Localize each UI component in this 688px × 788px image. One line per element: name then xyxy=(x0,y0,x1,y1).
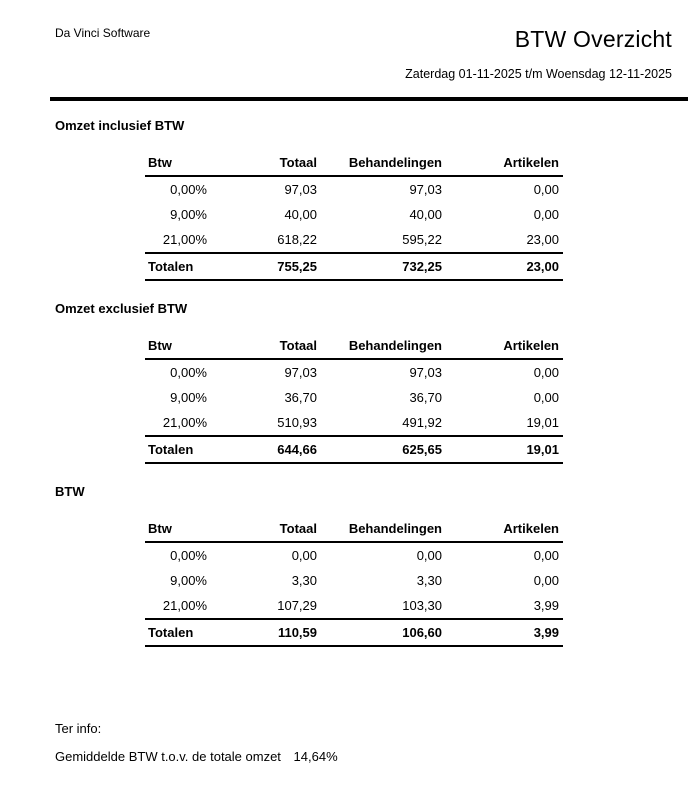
table-cell: 9,00% xyxy=(170,573,207,588)
footer-average-line xyxy=(55,749,338,764)
table-cell: 3,99 xyxy=(533,598,559,613)
section-title: BTW xyxy=(55,484,85,499)
column-header-btw: Btw xyxy=(148,338,172,353)
table-cell: 9,00% xyxy=(170,207,207,222)
section-title: Omzet inclusief BTW xyxy=(55,118,185,133)
section-btw xyxy=(55,484,570,647)
totals-label: Totalen xyxy=(148,442,194,457)
column-header-behandelingen: Behandelingen xyxy=(348,155,442,170)
table-cell: 0,00% xyxy=(170,548,207,563)
totals-behandelingen: 732,25 xyxy=(402,259,442,274)
totals-label: Totalen xyxy=(148,625,194,640)
column-header-behandelingen: Behandelingen xyxy=(348,521,442,536)
table-cell: 40,00 xyxy=(284,207,317,222)
column-header-totaal: Totaal xyxy=(279,155,317,170)
table-omzet-inclusief-btw xyxy=(145,150,563,281)
column-header-btw: Btw xyxy=(148,521,172,536)
table-cell: 0,00 xyxy=(533,207,559,222)
report-period: Zaterdag 01-11-2025 t/m Woensdag 12-11-2025 xyxy=(405,67,672,81)
section-omzet-inclusief-btw xyxy=(55,118,570,281)
table-cell: 491,92 xyxy=(402,415,442,430)
table-row xyxy=(145,568,563,593)
column-header-btw: Btw xyxy=(148,155,172,170)
table-cell: 36,70 xyxy=(409,390,442,405)
totals-label: Totalen xyxy=(148,259,194,274)
table-cell: 0,00 xyxy=(533,548,559,563)
table-header-row xyxy=(145,333,563,359)
table-cell: 0,00 xyxy=(291,548,317,563)
table-row xyxy=(145,410,563,436)
table-cell: 19,01 xyxy=(526,415,559,430)
totals-totaal: 644,66 xyxy=(277,442,317,457)
table-omzet-exclusief-btw xyxy=(145,333,563,464)
totals-behandelingen: 625,65 xyxy=(402,442,442,457)
average-btw-value: 14,64% xyxy=(293,749,338,764)
column-header-totaal: Totaal xyxy=(279,338,317,353)
table-cell: 40,00 xyxy=(409,207,442,222)
totals-totaal: 110,59 xyxy=(277,625,317,640)
totals-artikelen: 19,01 xyxy=(526,442,559,457)
column-header-totaal: Totaal xyxy=(279,521,317,536)
table-cell: 0,00 xyxy=(533,365,559,380)
table-cell: 36,70 xyxy=(284,390,317,405)
totals-row xyxy=(145,436,563,463)
report-title: BTW Overzicht xyxy=(514,26,672,52)
section-title: Omzet exclusief BTW xyxy=(55,301,188,316)
table-cell: 618,22 xyxy=(277,232,317,247)
table-row xyxy=(145,359,563,385)
section-omzet-exclusief-btw xyxy=(55,301,570,464)
totals-artikelen: 3,99 xyxy=(533,625,559,640)
table-row xyxy=(145,227,563,253)
table-cell: 21,00% xyxy=(162,598,207,613)
table-header-row xyxy=(145,516,563,542)
table-cell: 21,00% xyxy=(162,415,207,430)
table-cell: 97,03 xyxy=(284,182,317,197)
table-cell: 0,00% xyxy=(170,182,207,197)
table-cell: 3,30 xyxy=(416,573,442,588)
table-cell: 97,03 xyxy=(409,182,442,197)
table-btw xyxy=(145,516,563,647)
table-row xyxy=(145,176,563,202)
totals-row xyxy=(145,253,563,280)
table-cell: 0,00 xyxy=(533,182,559,197)
table-row xyxy=(145,593,563,619)
table-cell: 0,00 xyxy=(416,548,442,563)
table-cell: 107,29 xyxy=(277,598,317,613)
table-header-row xyxy=(145,150,563,176)
column-header-artikelen: Artikelen xyxy=(503,155,559,170)
totals-artikelen: 23,00 xyxy=(526,259,559,274)
table-cell: 21,00% xyxy=(162,232,207,247)
table-cell: 23,00 xyxy=(526,232,559,247)
table-cell: 3,30 xyxy=(291,573,317,588)
table-cell: 97,03 xyxy=(409,365,442,380)
company-name: Da Vinci Software xyxy=(55,26,151,40)
table-cell: 97,03 xyxy=(284,365,317,380)
totals-row xyxy=(145,619,563,646)
table-cell: 9,00% xyxy=(170,390,207,405)
table-cell: 595,22 xyxy=(402,232,442,247)
footer-info-label: Ter info: xyxy=(55,721,102,736)
table-cell: 0,00 xyxy=(533,390,559,405)
column-header-artikelen: Artikelen xyxy=(503,521,559,536)
table-row xyxy=(145,202,563,227)
table-cell: 103,30 xyxy=(402,598,442,613)
column-header-behandelingen: Behandelingen xyxy=(348,338,442,353)
table-row xyxy=(145,385,563,410)
table-cell: 510,93 xyxy=(277,415,317,430)
average-btw-label: Gemiddelde BTW t.o.v. de totale omzet xyxy=(55,749,281,764)
table-row xyxy=(145,542,563,568)
column-header-artikelen: Artikelen xyxy=(503,338,559,353)
totals-behandelingen: 106,60 xyxy=(402,625,442,640)
table-cell: 0,00% xyxy=(170,365,207,380)
table-cell: 0,00 xyxy=(533,573,559,588)
totals-totaal: 755,25 xyxy=(277,259,317,274)
header-divider-rule xyxy=(50,97,688,101)
